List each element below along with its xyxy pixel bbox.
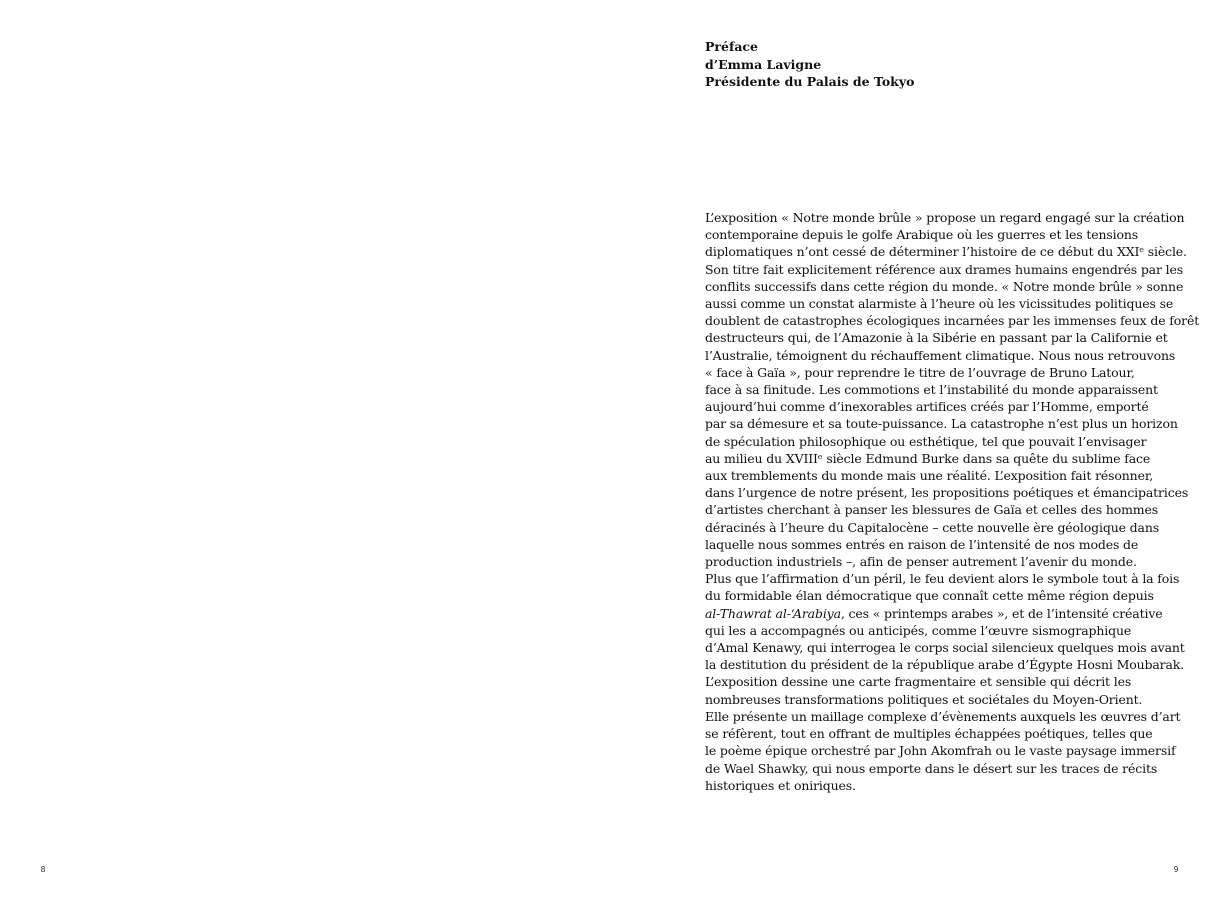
body-line: qui les a accompagnés ou anticipés, comme l’œuvre sismographique [705,622,1132,638]
preface-header [705,38,914,91]
body-line: laquelle nous sommes entrés en raison de l’intensité de nos modes de [705,536,1139,552]
body-line: de spéculation philosophique ou esthétique, tel que pouvait l’envisager [705,433,1147,449]
body-line: L’exposition « Notre monde brûle » propose un regard engagé sur la création [705,210,1185,225]
body-line: conflits successifs dans cette région du monde. « Notre monde brûle » sonne [705,278,1184,294]
page-number-left: 8 [40,865,46,874]
body-line: Plus que l’affirmation d’un péril, le feu devient alors le symbole tout à la fois [705,571,1180,587]
body-line: la destitution du président de la république arabe d’Égypte Hosni Moubarak. [705,657,1185,673]
body-line: d’Amal Kenawy, qui interrogea le corps social silencieux quelques mois avant [705,640,1185,656]
body-line: de Wael Shawky, qui nous emporte dans le désert sur les traces de récits [705,760,1158,776]
body-line: production industriels –, afin de penser autrement l’avenir du monde. [705,554,1137,570]
body-line: L’exposition dessine une carte fragmentaire et sensible qui décrit les [705,674,1132,690]
body-line: d’artistes cherchant à panser les blessures de Gaïa et celles des hommes [705,502,1159,518]
body-line: aux tremblements du monde mais une réalité. L’exposition fait résonner, [705,468,1154,484]
body-line: « face à Gaïa », pour reprendre le titre de l’ouvrage de Bruno Latour, [705,364,1135,380]
body-line: Elle présente un maillage complexe d’évènements auxquels les œuvres d’art [705,708,1181,724]
preface-body [705,209,1199,794]
italic-phrase: al-Thawrat al-‘Arabiya [705,605,841,621]
body-line: se réfèrent, tout en offrant de multiples échappées poétiques, telles que [705,726,1153,742]
page-number-right: 9 [1173,865,1179,874]
body-line: au milieu du XVIIIᵉ siècle Edmund Burke dans sa quête du sublime face [705,450,1151,466]
body-line: destructeurs qui, de l’Amazonie à la Sibérie en passant par la Californie et [705,330,1168,346]
body-line: contemporaine depuis le golfe Arabique où les guerres et les tensions [705,227,1139,243]
body-line: diplomatiques n’ont cessé de déterminer l’histoire de ce début du XXIᵉ siècle. [705,244,1187,260]
body-line: aussi comme un constat alarmiste à l’heure où les vicissitudes politiques se [705,296,1174,312]
header-title: Préface [705,39,758,54]
body-line: aujourd’hui comme d’inexorables artifices créés par l’Homme, emporté [705,399,1149,415]
body-line: du formidable élan démocratique que connaît cette même région depuis [705,588,1154,604]
body-line: Son titre fait explicitement référence aux drames humains engendrés par les [705,261,1183,277]
body-line: l’Australie, témoignent du réchauffement climatique. Nous nous retrouvons [705,347,1176,363]
body-line: par sa démesure et sa toute-puissance. La catastrophe n’est plus un horizon [705,416,1178,432]
body-line: déracinés à l’heure du Capitalocène – cette nouvelle ère géologique dans [705,519,1159,535]
body-line-with-italic [705,605,1199,622]
body-line: dans l’urgence de notre présent, les propositions poétiques et émancipatrices [705,485,1189,501]
italic-line-rest: , ces « printemps arabes », et de l’intensité créative [840,605,1163,621]
body-line: le poème épique orchestré par John Akomfrah ou le vaste paysage immersif [705,743,1176,759]
body-line: doublent de catastrophes écologiques incarnées par les immenses feux de forêt [705,313,1200,329]
body-line: face à sa finitude. Les commotions et l’instabilité du monde apparaissent [705,382,1158,398]
header-author: d’Emma Lavigne [705,56,822,72]
body-line: nombreuses transformations politiques et sociétales du Moyen-Orient. [705,691,1143,707]
body-line: historiques et oniriques. [705,777,856,793]
header-role: Présidente du Palais de Tokyo [705,74,915,89]
